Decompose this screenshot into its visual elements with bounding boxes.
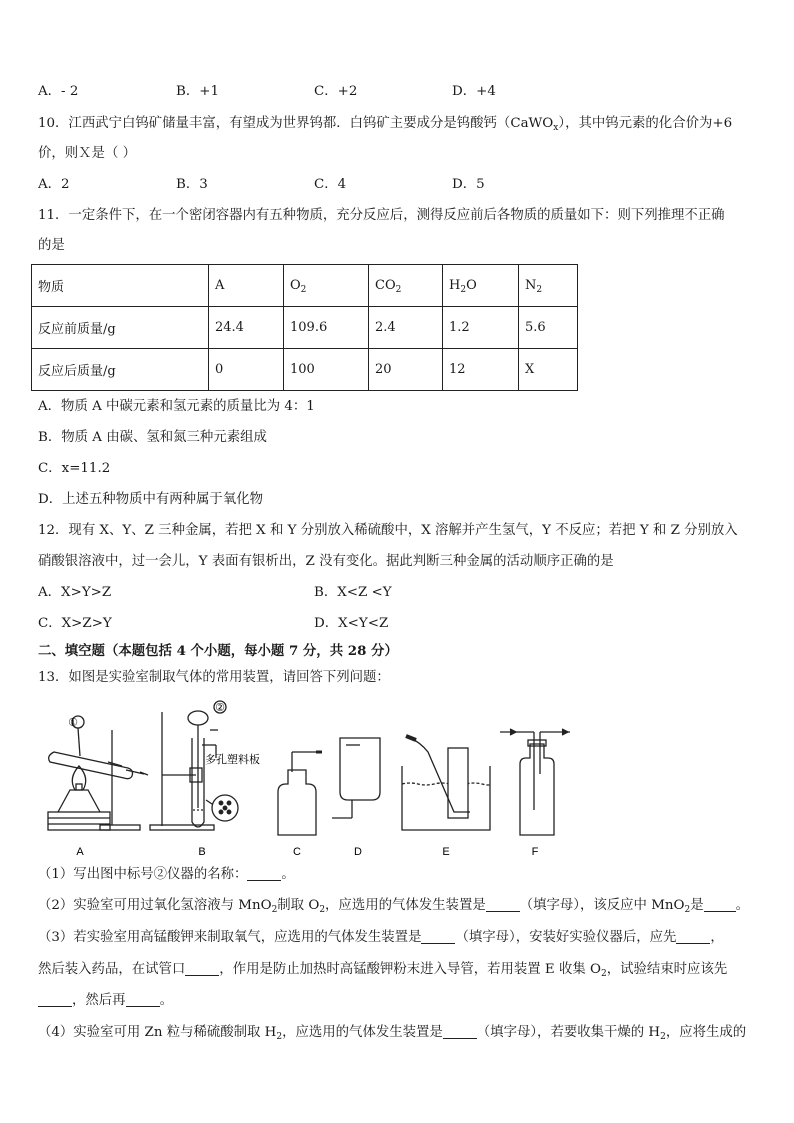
table-cell: 反应后质量/g bbox=[32, 349, 209, 391]
table-cell: 20 bbox=[369, 349, 443, 391]
q12-option-a: A．X>Y>Z bbox=[38, 585, 112, 600]
table-row bbox=[32, 349, 578, 391]
q11-option-c: C．x=11.2 bbox=[38, 461, 111, 476]
table-cell: 2.4 bbox=[369, 307, 443, 349]
apparatus-c bbox=[278, 752, 322, 835]
label-d: D bbox=[354, 846, 362, 858]
table-cell: X bbox=[519, 349, 578, 391]
q12-option-b: B．X<Z <Y bbox=[314, 585, 392, 600]
q11-stem-line2: 的是 bbox=[38, 238, 65, 253]
q10-option-d: D．5 bbox=[452, 177, 485, 192]
answer-blank[interactable] bbox=[486, 897, 520, 912]
label-b: B bbox=[198, 846, 206, 858]
answer-blank[interactable] bbox=[185, 961, 219, 976]
q10-option-a: A．2 bbox=[38, 177, 70, 192]
answer-blank[interactable] bbox=[247, 866, 281, 881]
q13-part3-line1: （3）若实验室用高锰酸钾来制取氧气，应选用的气体发生装置是 （填字母），安装好实验仪器后，应先 ， bbox=[38, 930, 724, 945]
table-header-row bbox=[32, 265, 578, 307]
table-cell: 109.6 bbox=[284, 307, 369, 349]
label-f: F bbox=[531, 846, 539, 858]
q10-option-c: C．4 bbox=[314, 177, 347, 192]
q9-option-a: A．- 2 bbox=[38, 84, 79, 99]
label-c: C bbox=[293, 846, 301, 858]
q11-stem-line1: 11．一定条件下，在一个密闭容器内有五种物质，充分反应后，测得反应前后各物质的质量如下：则下列推理不正确 bbox=[38, 208, 725, 223]
table-header-cell: $N_2$ bbox=[519, 265, 578, 307]
q10-stem-line1: 10．江西武宁白钨矿储量丰富，有望成为世界钨都．白钨矿主要成分是钨酸钙（CaWO$_x$），其中钨元素的化合价为+6 bbox=[38, 116, 733, 133]
q10-option-b: B．3 bbox=[176, 177, 208, 192]
q13-part2: （2）实验室可用过氧化氢溶液与 MnO$_2$制取 $O_2$，应选用的气体发生装置是 （填字母），该反应中 MnO$_2$是 。 bbox=[38, 898, 750, 915]
table-cell: 反应前质量/g bbox=[32, 307, 209, 349]
q13-part4: （4）实验室可用 Zn 粒与稀硫酸制取 $H_2$，应选用的气体发生装置是 （填字母），若要收集干燥的 $H_2$，应将生成的 bbox=[38, 1025, 747, 1042]
q11-option-a: A．物质 A 中碳元素和氢元素的质量比为 4：1 bbox=[38, 399, 315, 414]
table-cell: 12 bbox=[443, 349, 519, 391]
table-header-cell: 物质 bbox=[32, 265, 209, 307]
q13-part1: （1）写出图中标号②仪器的名称： 。 bbox=[38, 867, 295, 882]
q12-stem-line2: 硝酸银溶液中，过一会儿，Y 表面有银析出，Z 没有变化。据此判断三种金属的活动顺序正确的是 bbox=[38, 554, 614, 569]
q10-stem-line2: 价，则Ｘ是（ ） bbox=[38, 146, 136, 161]
apparatus-e bbox=[402, 736, 490, 830]
table-header-cell: A bbox=[209, 265, 284, 307]
circle-label-2: ② bbox=[215, 702, 225, 714]
q11-option-d: D．上述五种物质中有两种属于氧化物 bbox=[38, 492, 263, 507]
table-cell: 0 bbox=[209, 349, 284, 391]
q13-intro: 13．如图是实验室制取气体的常用装置，请回答下列问题： bbox=[38, 670, 390, 685]
table-cell: 5.6 bbox=[519, 307, 578, 349]
q13-part3-line3: ，然后再 。 bbox=[38, 992, 173, 1010]
section-heading: 二、填空题（本题包括 4 个小题，每小题 7 分，共 28 分） bbox=[38, 643, 398, 659]
q13-part3-line2: 然后装入药品，在试管口 ，作用是防止加热时高锰酸钾粉末进入导管，若用装置 E 收集 $O_2$，试验结束时应该先 bbox=[38, 962, 728, 979]
table-row bbox=[32, 307, 578, 349]
table-cell: 24.4 bbox=[209, 307, 284, 349]
label-e: E bbox=[442, 846, 450, 858]
answer-blank[interactable] bbox=[126, 992, 160, 1007]
table-cell: 1.2 bbox=[443, 307, 519, 349]
q9-option-c: C．+2 bbox=[314, 84, 358, 99]
apparatus-d bbox=[332, 738, 380, 818]
circle-label-1: ① bbox=[68, 717, 78, 729]
label-a: A bbox=[76, 846, 84, 858]
q9-option-d: D．+4 bbox=[452, 84, 496, 99]
table-header-cell: $H_2O$ bbox=[443, 265, 519, 307]
answer-blank[interactable] bbox=[38, 992, 72, 1007]
answer-blank[interactable] bbox=[676, 929, 710, 944]
apparatus-figure bbox=[30, 700, 570, 860]
table-header-cell: $O_2$ bbox=[284, 265, 369, 307]
q11-option-b: B．物质 A 由碳、氢和氮三种元素组成 bbox=[38, 430, 267, 445]
answer-blank[interactable] bbox=[704, 897, 736, 912]
q9-option-b: B．+1 bbox=[176, 84, 219, 99]
table-cell: 100 bbox=[284, 349, 369, 391]
q12-stem-line1: 12．现有 X、Y、Z 三种金属，若把 X 和 Y 分别放入稀硫酸中，X 溶解并产生氢气，Y 不反应；若把 Y 和 Z 分别放入 bbox=[38, 523, 738, 538]
plate-label: 多孔塑料板 bbox=[205, 754, 260, 766]
q12-option-d: D．X<Y<Z bbox=[314, 616, 389, 631]
answer-blank[interactable] bbox=[443, 1024, 477, 1039]
apparatus-f bbox=[500, 729, 570, 835]
table-header-cell: $CO_2$ bbox=[369, 265, 443, 307]
q12-option-c: C．X>Z>Y bbox=[38, 616, 112, 631]
apparatus-a bbox=[48, 716, 148, 830]
mass-table bbox=[31, 264, 578, 391]
answer-blank[interactable] bbox=[421, 929, 455, 944]
